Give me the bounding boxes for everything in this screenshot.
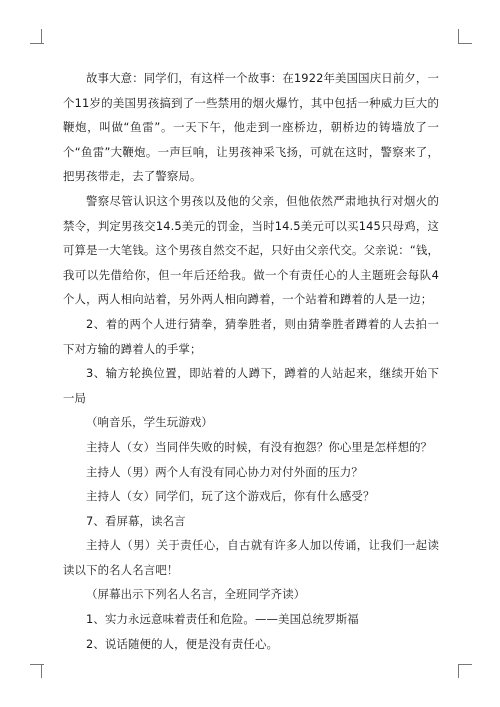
paragraph-step-2: 2、着的两个人进行猜拳，猜拳胜者，则由猜拳胜者蹲着的人去拍一下对方输的蹲着人的手掌； <box>63 316 439 356</box>
paragraph-host-female-2: 主持人（女）同学们，玩了这个游戏后，你有什么感受？ <box>86 489 375 504</box>
paragraph-screen-note: （屏幕出示下列名人名言，全班同学齐读） <box>86 587 306 602</box>
paragraph-step-7: 7、看屏幕，读名言 <box>86 513 186 528</box>
paragraph-story-summary: 故事大意：同学们，有这样一个故事：在1922年美国国庆日前夕，一个11岁的美国男孩搞到了一些禁用的烟火爆竹，其中包括一种威力巨大的鞭炮，叫做“鱼雷”。一天下午，他走到一座桥边，朝桥边的铸墙放了一个“鱼雷”大鞭炮。一声巨响，让男孩神采飞扬，可就在这时，警察来了，把男孩带走，去了警察局。 <box>63 71 439 184</box>
paragraph-police-fine: 警察尽管认识这个男孩以及他的父亲，但他依然严肃地执行对烟火的禁令，判定男孩交14.5美元的罚金，当时14.5美元可以买145只母鸡，这可算是一大笔钱。这个男孩自然交不起，只好由父亲代交。父亲说：“钱，我可以先借给你，但一年后还给我。做一个有责任心的人主题班会每队4个人，两人相向站着，另外两人相向蹲着，一个站着和蹲着的人是一边； <box>63 193 439 307</box>
paragraph-music-note: （响音乐，学生玩游戏） <box>86 415 213 430</box>
paragraph-host-male-1: 主持人（男）两个人有没有同心协力对付外面的压力？ <box>86 464 363 479</box>
paragraph-host-male-2: 主持人（男）关于责任心，自古就有许多人加以传诵，让我们一起读读以下的名人名言吧！ <box>63 538 439 577</box>
document-body <box>63 66 439 656</box>
paragraph-quote-2: 2、说话随便的人，便是没有责任心。 <box>86 636 279 651</box>
paragraph-host-female-1: 主持人（女）当同伴失败的时候，有没有抱怨？你心里是怎样想的？ <box>86 439 433 454</box>
paragraph-quote-1: 1、实力永远意味着责任和危险。——美国总统罗斯福 <box>86 612 359 627</box>
paragraph-step-3: 3、输方轮换位置，即站着的人蹲下，蹲着的人站起来，继续开始下一局 <box>63 366 439 405</box>
